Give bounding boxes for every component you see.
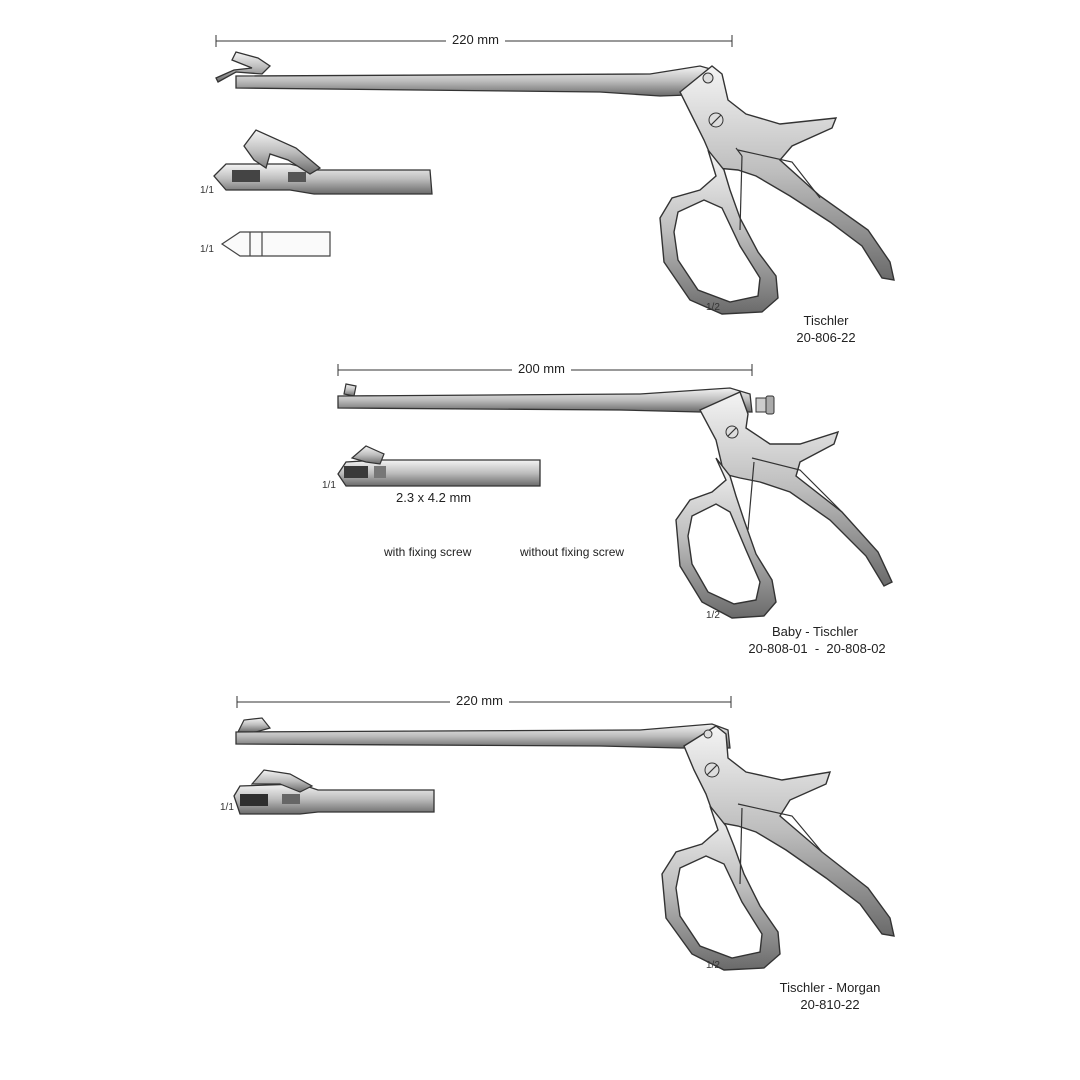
tip-detail-2 xyxy=(338,446,540,486)
fixing-screw-2 xyxy=(756,396,774,414)
handle-scale-1: 1/2 xyxy=(706,302,720,313)
tip-detail-3 xyxy=(234,770,434,814)
shaft-1 xyxy=(236,66,716,96)
option-with-screw: with fixing screw xyxy=(384,545,472,559)
instrument-3 xyxy=(234,696,894,970)
instrument-name-1: Tischler xyxy=(803,313,849,328)
instrument-1 xyxy=(214,35,894,314)
body-1 xyxy=(680,66,894,280)
handle-scale-3: 1/2 xyxy=(706,960,720,971)
forceps-tip-2 xyxy=(344,384,356,396)
shaft-3 xyxy=(236,724,730,748)
screw-3a xyxy=(704,730,712,738)
dimension-label-1: 220 mm xyxy=(446,32,505,47)
detail-scale-3: 1/1 xyxy=(220,802,234,813)
handle-scale-2: 1/2 xyxy=(706,610,720,621)
option-without-screw: without fixing screw xyxy=(520,545,625,559)
body-3 xyxy=(684,726,894,936)
dimension-label-2: 200 mm xyxy=(512,361,571,376)
bite-size-label: 2.3 x 4.2 mm xyxy=(396,490,472,505)
detail-scale-1b: 1/1 xyxy=(200,244,214,255)
tip-detail-side-1 xyxy=(214,130,432,194)
detail-scale-1a: 1/1 xyxy=(200,185,214,196)
screw-1a xyxy=(703,73,713,83)
instrument-code-2: 20-808-01 - 20-808-02 xyxy=(748,641,886,656)
detail-scale-2: 1/1 xyxy=(322,480,336,491)
instrument-name-2: Baby - Tischler xyxy=(772,624,858,639)
shaft-2 xyxy=(338,388,752,412)
instrument-name-3: Tischler - Morgan xyxy=(779,980,881,995)
dimension-label-3: 220 mm xyxy=(450,693,509,708)
instrument-code-3: 20-810-22 xyxy=(800,997,860,1012)
forceps-tip-3 xyxy=(238,718,270,732)
instrument-code-1: 20-806-22 xyxy=(796,330,856,345)
tip-detail-top-1 xyxy=(222,232,330,256)
